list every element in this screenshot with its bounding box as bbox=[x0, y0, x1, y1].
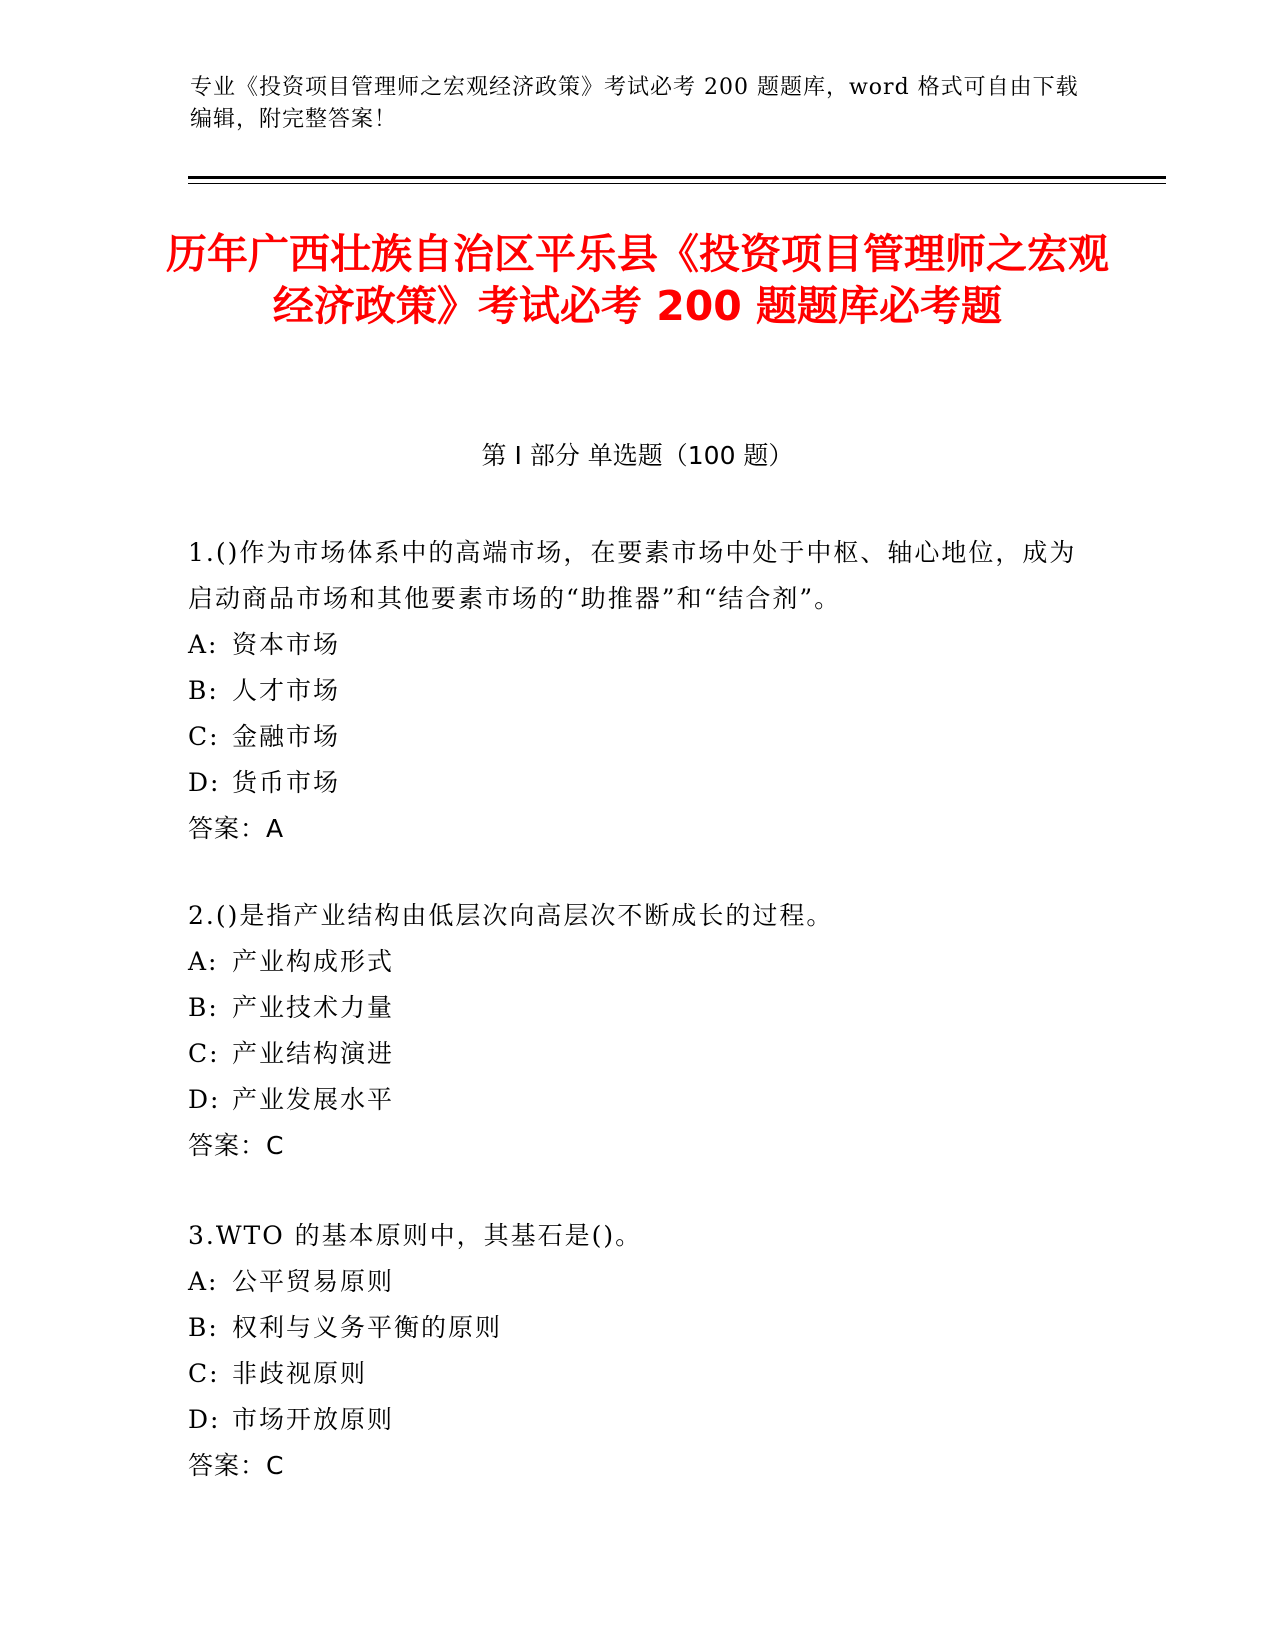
option-key: D: bbox=[188, 1085, 221, 1114]
option-c bbox=[188, 1031, 1088, 1077]
option-text: 权利与义务平衡的原则 bbox=[232, 1313, 503, 1342]
option-text: 产业技术力量 bbox=[232, 993, 395, 1022]
option-text: 产业构成形式 bbox=[232, 947, 395, 976]
option-text: 非歧视原则 bbox=[232, 1359, 368, 1388]
option-key: A: bbox=[188, 630, 219, 659]
answer-line: 答案：C bbox=[188, 1131, 285, 1160]
section-heading: 第 I 部分 单选题（100 题） bbox=[481, 441, 794, 470]
option-text: 产业结构演进 bbox=[232, 1039, 395, 1068]
option-d bbox=[188, 760, 1088, 806]
option-text: 公平贸易原则 bbox=[232, 1267, 395, 1296]
option-text: 金融市场 bbox=[232, 722, 341, 751]
option-d bbox=[188, 1077, 1088, 1123]
option-text: 产业发展水平 bbox=[232, 1085, 395, 1114]
option-d bbox=[188, 1397, 1088, 1443]
option-key: C: bbox=[188, 1359, 220, 1388]
option-key: B: bbox=[188, 676, 219, 705]
option-key: C: bbox=[188, 1039, 220, 1068]
option-text: 市场开放原则 bbox=[232, 1405, 395, 1434]
question-block bbox=[188, 893, 1088, 1169]
question-block bbox=[188, 1213, 1088, 1489]
option-b bbox=[188, 985, 1088, 1031]
option-a bbox=[188, 939, 1088, 985]
option-key: B: bbox=[188, 993, 219, 1022]
option-key: A: bbox=[188, 1267, 219, 1296]
header-note: 专业《投资项目管理师之宏观经济政策》考试必考 200 题题库，word 格式可自由下载编辑，附完整答案！ bbox=[190, 75, 1079, 132]
option-key: D: bbox=[188, 768, 221, 797]
option-c bbox=[188, 1351, 1088, 1397]
header-divider-thin bbox=[188, 183, 1166, 184]
option-key: A: bbox=[188, 947, 219, 976]
option-key: C: bbox=[188, 722, 220, 751]
question-stem: 1.()作为市场体系中的高端市场，在要素市场中处于中枢、轴心地位，成为启动商品市场和其他要素市场的“助推器”和“结合剂”。 bbox=[188, 538, 1077, 613]
option-c bbox=[188, 714, 1088, 760]
option-text: 资本市场 bbox=[232, 630, 341, 659]
header-divider-thick bbox=[188, 176, 1166, 179]
question-stem: 2.()是指产业结构由低层次向高层次不断成长的过程。 bbox=[188, 901, 834, 930]
question-block bbox=[188, 530, 1088, 852]
option-text: 人才市场 bbox=[232, 676, 341, 705]
option-b bbox=[188, 1305, 1088, 1351]
option-key: B: bbox=[188, 1313, 219, 1342]
answer-line: 答案：C bbox=[188, 1451, 285, 1480]
option-a bbox=[188, 622, 1088, 668]
question-stem: 3.WTO 的基本原则中，其基石是()。 bbox=[188, 1221, 643, 1250]
answer-line: 答案：A bbox=[188, 814, 285, 843]
option-text: 货币市场 bbox=[232, 768, 341, 797]
document-title: 历年广西壮族自治区平乐县《投资项目管理师之宏观经济政策》考试必考 200 题题库必考题 bbox=[166, 230, 1109, 330]
option-a bbox=[188, 1259, 1088, 1305]
option-key: D: bbox=[188, 1405, 221, 1434]
option-b bbox=[188, 668, 1088, 714]
